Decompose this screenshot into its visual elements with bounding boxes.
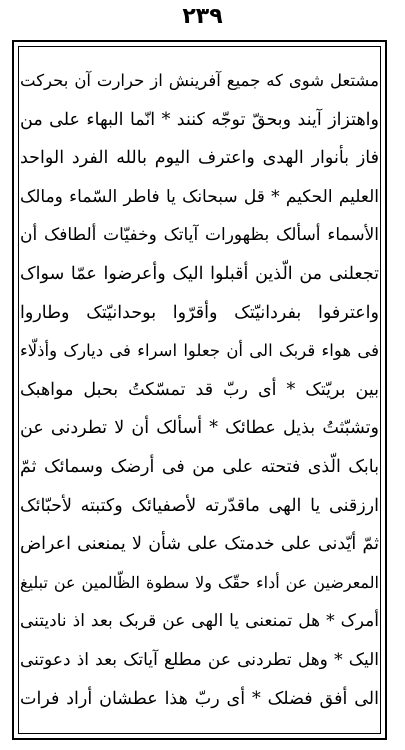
text-line-17: الی أفق فضلک * أی ربّ هذا عطشان أراد فرات: [20, 688, 379, 709]
text-line-4: العلیم الحکیم * قل سبحانک یا فاطر السّماء ومالک: [20, 186, 379, 207]
text-line-9: بین بریّتک * أی ربّ قد تمسّکتُ بحبل مواهبک: [20, 379, 379, 400]
text-line-2: واهتزاز آیند وبحقّ توجّه کنند * انّما البهاء علی من: [20, 109, 379, 130]
text-line-6: تجعلنی من الّذین أقبلوا الیک وأعرضوا عمّا سواک: [20, 263, 379, 284]
text-line-5: الأسماء أسألک بظهورات آیاتک وخفیّات ألطافک أن: [20, 225, 379, 246]
text-line-11: بابک الّذی فتحته علی من فی أرضک وسمائک ثمّ: [20, 456, 379, 477]
text-line-14: المعرضین عن أداء حقّک ولا سطوة الظّالمین عن تبلیغ: [20, 572, 379, 592]
body-text: [20, 62, 379, 718]
text-line-12: ارزقنی یا الهی ماقدّرته لأصفیائک وکتبته لأحبّائک: [20, 495, 379, 516]
text-line-16: الیک * وهل تطردنی عن مطلع آیاتک بعد اذ دعوتنی: [20, 649, 379, 670]
text-frame: [12, 40, 387, 740]
text-line-3: فاز بأنوار الهدی واعترف الیوم بالله الفرد الواحد: [20, 148, 379, 169]
text-line-10: وتشبّثتُ بذیل عطائک * أسألک أن لا تطردنی عن: [20, 418, 379, 439]
page-number: ۲۳۹: [182, 4, 223, 29]
text-line-15: أمرک * هل تمنعنی یا الهی عن قربک بعد اذ نادیتنی: [20, 611, 379, 632]
text-line-8: فی هواء قربک الی أن جعلوا اسراء فی دیارک وأذلّاء: [20, 341, 379, 361]
text-line-13: ثمّ أیّدنی علی خدمتک علی شأن لا یمنعنی اعراض: [20, 534, 379, 555]
text-line-1: مشتعل شوی که جمیع آفرینش از حرارت آن بحرکت: [20, 71, 379, 90]
text-line-7: واعترفوا بفردانیّتک وأقرّوا بوحدانیّتک وطاروا: [20, 302, 379, 323]
